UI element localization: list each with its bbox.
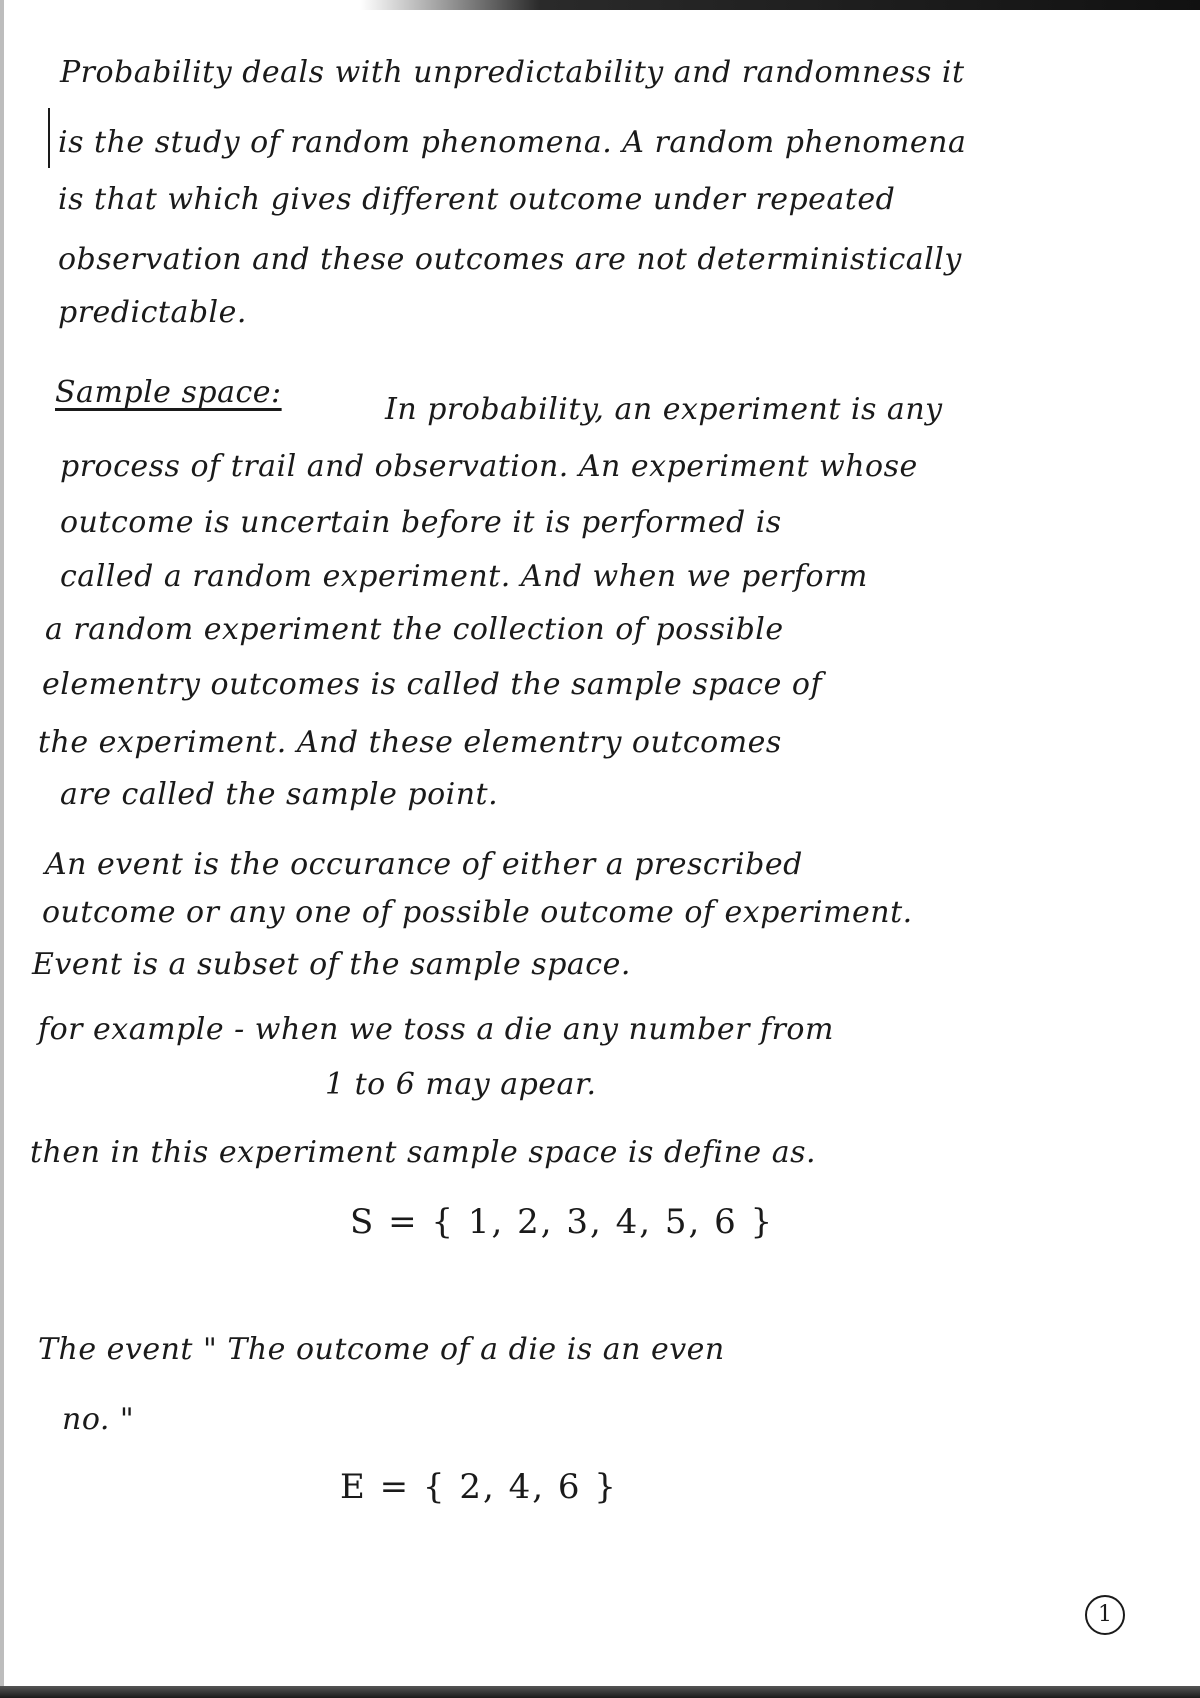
event-line-2: outcome or any one of possible outcome of experiment.: [42, 895, 913, 930]
sample-space-line-2: process of trail and observation. An experiment whose: [60, 449, 918, 484]
intro-line-4: observation and these outcomes are not deterministically: [58, 242, 962, 277]
intro-line-2: is the study of random phenomena. A random phenomena: [58, 125, 967, 160]
intro-line-5: predictable.: [58, 295, 247, 330]
scan-edge-bottom: [0, 1686, 1200, 1698]
event-example-line-1: The event " The outcome of a die is an even: [38, 1332, 725, 1367]
sample-space-heading: Sample space:: [55, 375, 282, 410]
example-line-3: then in this experiment sample space is define as.: [30, 1135, 817, 1170]
scan-edge-left: [0, 0, 4, 1698]
sample-space-set: S = { 1, 2, 3, 4, 5, 6 }: [350, 1202, 775, 1242]
sample-space-line-4: called a random experiment. And when we perform: [60, 559, 868, 594]
sample-space-line-3: outcome is uncertain before it is performed is: [60, 505, 782, 540]
sample-space-line-6: elementry outcomes is called the sample space of: [42, 667, 823, 702]
sample-space-line-1: In probability, an experiment is any: [385, 392, 943, 427]
sample-space-line-5: a random experiment the collection of possible: [45, 612, 784, 647]
intro-line-3: is that which gives different outcome under repeated: [58, 182, 896, 217]
event-line-3: Event is a subset of the sample space.: [32, 947, 631, 982]
example-line-2: 1 to 6 may apear.: [325, 1067, 597, 1102]
example-line-1: for example - when we toss a die any number from: [38, 1012, 834, 1047]
sample-space-line-8: are called the sample point.: [60, 777, 499, 812]
page-number: 1: [1085, 1595, 1125, 1635]
event-example-line-2: no. ": [62, 1402, 135, 1437]
scan-edge-top: [0, 0, 1200, 10]
event-set: E = { 2, 4, 6 }: [340, 1467, 618, 1507]
intro-line-1: Probability deals with unpredictability and randomness it: [60, 55, 965, 90]
event-line-1: An event is the occurance of either a prescribed: [45, 847, 803, 882]
margin-mark: [48, 108, 50, 168]
sample-space-line-7: the experiment. And these elementry outcomes: [38, 725, 782, 760]
